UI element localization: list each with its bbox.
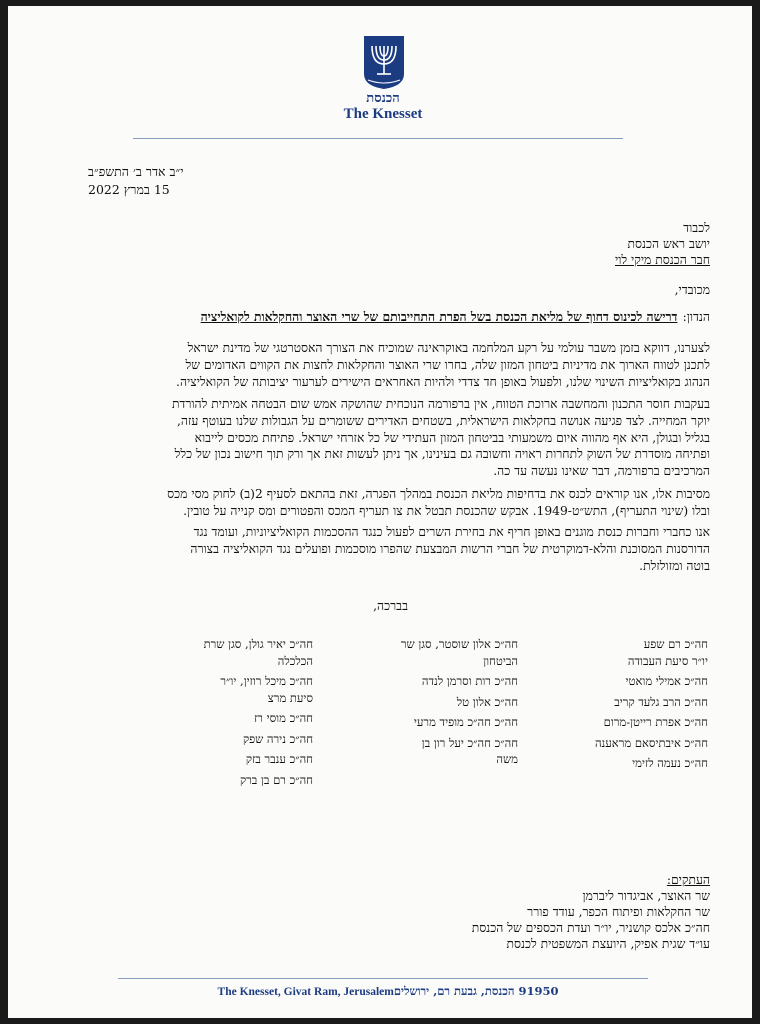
signatory-role: הביטחון [483, 653, 518, 668]
signatories-column-left [128, 634, 313, 790]
signatory: חה״כ נעמה לזימי [632, 756, 708, 770]
paragraph-line: יוקר המחייה. לצד פגיעה אנושה בחקלאות הישראלית, בשטחים האדירים ששומרים על הגבולות שלנו בעוטף עזה, [177, 413, 710, 428]
copy-recipient: שר האוצר, אביגדור ליברמן [582, 889, 710, 903]
signatory: חה״כ אלון שוסטר, סגן שר [400, 637, 518, 651]
signatory: חה״כ איבתיסאם מראענה [594, 735, 708, 750]
letterhead-hebrew-name: הכנסת [366, 91, 400, 106]
signatory: חה״כ אלון טל [456, 694, 518, 709]
paragraph-line: המרכיבים ברפורמה, דבר שאינו נעשה עד כה. [493, 464, 710, 479]
date-gregorian: 15 במרץ 2022 [88, 182, 170, 197]
signatory-role: הכלכלה [277, 653, 313, 668]
signatory: חה״כ רות וסרמן לנדה [421, 674, 518, 688]
signatory: חה״כ נירה שפק [242, 731, 313, 746]
closing: בברכה, [373, 599, 408, 613]
paragraph-line: הנהוג בקואליציות השינוי שלנו, ולפעול באופן חד צדדי ולהיות האחראים הישירים לערעור יציבותה של הקואליציה. [176, 374, 710, 389]
recipient-line2: חבר הכנסת מיקי לוי [615, 253, 710, 267]
paragraph-1 [48, 340, 710, 390]
signatory: חה״כ מוסי רז [254, 711, 313, 725]
signatory: משה [496, 752, 518, 766]
paragraph-2 [48, 396, 710, 480]
greeting: מכובדי, [674, 283, 710, 297]
copies-title: העתקים: [666, 873, 710, 887]
signatory: חה״כ אמילי מואטי [625, 674, 708, 688]
signatory: חה״כ חה״כ יעל רון בן [421, 735, 518, 750]
paragraph-line: ופתיחה מוסדרת של השוק לתחרות ראויה וחשובה גם בעינינו, אך ניתן לעשות זאת אך ורק תוך חישוב נכון של כלל [174, 447, 710, 462]
subject-text: דרישה לכינוס דחוף של מליאת הכנסת בשל הפרת התחייבותם של שרי האוצר והחקלאות לקואליציה [200, 309, 678, 324]
recipient-to: לכבוד [683, 221, 710, 235]
paragraph-line: בגליל ובגולן, היא אף מהווה איום משמעותי בביטחון המזון העתידי של כל אזרחי ישראל. פתיחת מכסים לייבוא [194, 430, 710, 445]
signatory-role: יו״ר סיעת העבודה [627, 653, 708, 668]
signatories-column-right [528, 634, 708, 774]
signatory: חה״כ רם שפע [643, 637, 708, 651]
letter-page [8, 6, 752, 1018]
signatory: חה״כ חה״כ מופיד מרעי [413, 715, 518, 729]
copies-block [328, 872, 710, 952]
paragraph-line: הדורסנות המסוכנת והלא-דמוקרטית של חברי הרשות המבצעת שהפרו מוסכמות ופועלים נגד הקואליציה בצורה [190, 541, 710, 556]
copy-recipient: עו״ד שגית אפיק, היועצת המשפטית לכנסת [506, 937, 710, 951]
signatory: חה״כ ענבר בזק [245, 752, 313, 766]
footer-divider [118, 978, 648, 979]
signatory: חה״כ הרב גלעד קריב [614, 694, 708, 709]
paragraph-line: לתכנן לטווח הארוך את מדיניות ביטחון המזון שלה, בחרו שרי האוצר והחקלאות לחצות את הקווים האדומים של [185, 357, 710, 372]
subject-prefix: הנדון: [682, 310, 710, 324]
signatory: חה״כ מיכל רוזין, יו״ר [220, 674, 313, 688]
signatory: חה״כ רם בן ברק [239, 772, 313, 787]
signatory-role: סיעת מרצ [267, 690, 313, 705]
paragraph-line: ובלו (שינוי התעריף), התש״ט-1949. אבקש שהכנסת תבטל את צו תעריף המכס והפטורים ומס קנייה על טובין. [183, 503, 710, 518]
signatories-column-middle [323, 634, 518, 770]
menorah-emblem-icon [362, 34, 406, 90]
signatory: חה״כ יאיר גולן, סגן שרת [203, 637, 313, 651]
date-hebrew: י״ב אדר ב׳ התשפ״ב [88, 164, 184, 179]
footer-hebrew: 91950 הכנסת, גבעת רם, ירושלים [393, 984, 559, 998]
recipient-line1: יושב ראש הכנסת [627, 237, 710, 251]
copy-recipient: שר החקלאות ופיתוח הכפר, עודד פורר [527, 905, 710, 919]
paragraph-line: בעקבות חוסר התכנון והמחשבה ארוכת הטווח, אין ברפורמה הנוכחית שהושקה אמש שום הבטחה אמיתית להורדת [171, 397, 710, 411]
subject-line [48, 306, 710, 326]
signatory: חה״כ אפרת רייטן-מרום [603, 715, 708, 729]
paragraph-3 [48, 486, 710, 520]
paragraph-line: אנו כחברי וחברות כנסת מוגנים באופן חריף את בחירת השרים לפעול כנגד ההסכמות הקואליציוניות, ועומד נגד [193, 525, 710, 539]
letterhead-english-name: The Knesset [343, 106, 423, 122]
header-divider [133, 138, 623, 139]
paragraph-line: לצערנו, דווקא בזמן משבר עולמי על רקע המלחמה באוקראינה שמוכיח את הצורך האסטרטגי של מדינת ישראל [187, 341, 710, 355]
footer-english: The Knesset, Givat Ram, Jerusalem [217, 986, 394, 998]
copy-recipient: חה״כ אלכס קושניר, יו״ר ועדת הכספים של הכנסת [471, 921, 710, 935]
paragraph-4 [48, 524, 710, 574]
footer-address [158, 984, 618, 998]
paragraph-line: מסיבות אלו, אנו קוראים לכנס את בדחיפות מליאת הכנסת במהלך הפגרה, זאת בהתאם לסעיף 2(ב) לחוק מסי מכס [167, 487, 710, 501]
paragraph-line: בוטה ומזולזלת. [639, 558, 710, 573]
